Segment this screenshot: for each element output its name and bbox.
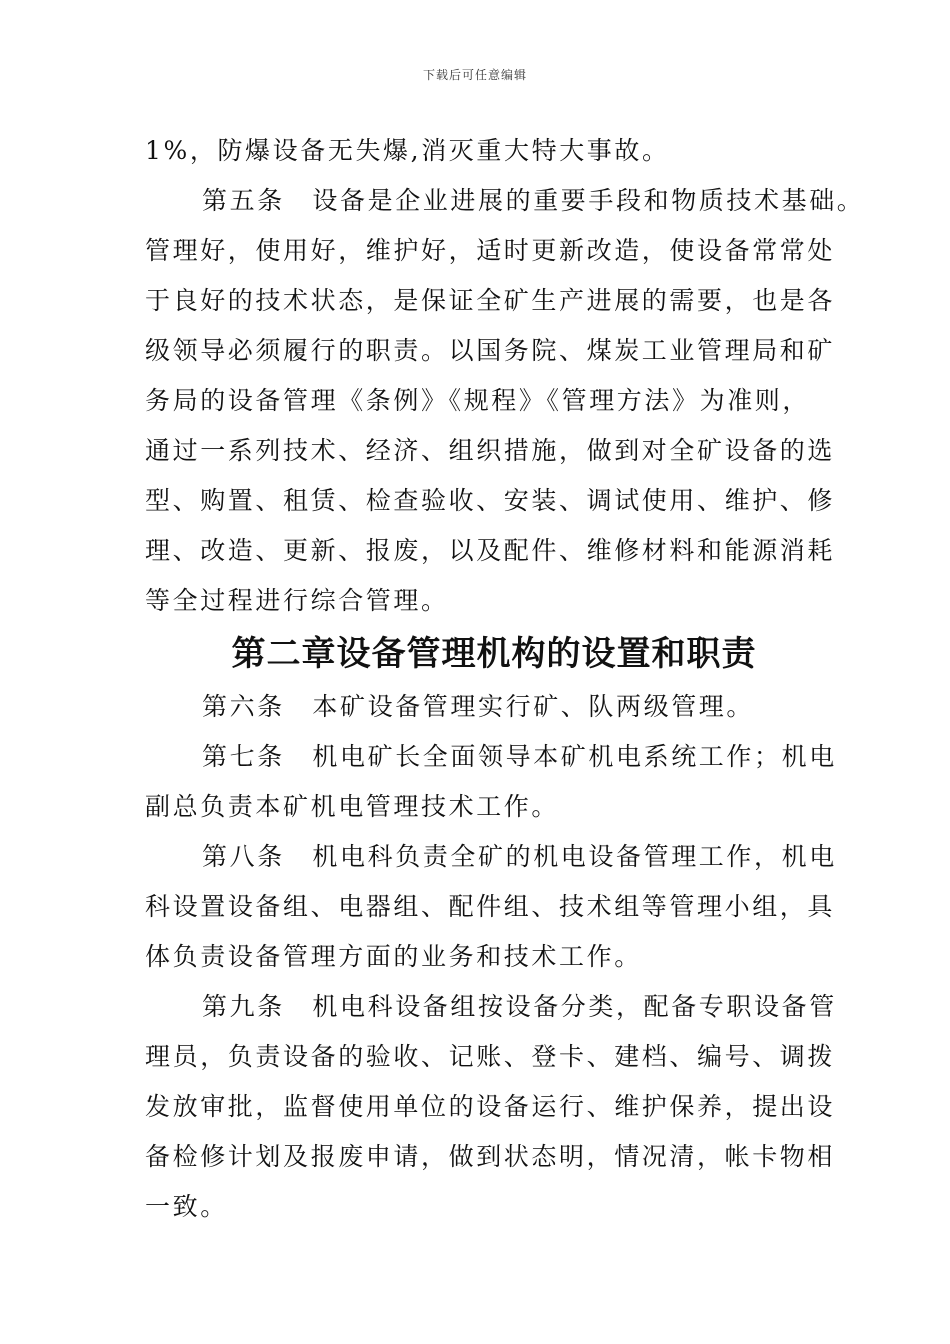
document-body bbox=[145, 126, 865, 1232]
paragraph-line: 一致。 bbox=[145, 1192, 228, 1221]
paragraph-line: 第八条 机电科负责全矿的机电设备管理工作，机电 bbox=[202, 842, 837, 871]
paragraph-line: 理、改造、更新、报废，以及配件、维修材料和能源消耗 bbox=[145, 536, 836, 565]
paragraph-line: 科设置设备组、电器组、配件组、技术组等管理小组，具 bbox=[145, 892, 836, 921]
paragraph-line: 级领导必须履行的职责。以国务院、煤炭工业管理局和矿 bbox=[145, 336, 836, 365]
paragraph-line: 型、购置、租赁、检查验收、安装、调试使用、维护、修 bbox=[145, 486, 836, 515]
paragraph-line: 管理好，使用好，维护好，适时更新改造，使设备常常处 bbox=[145, 236, 836, 265]
chapter-title: 第二章设备管理机构的设置和职责 bbox=[231, 634, 757, 674]
paragraph-line: 务局的设备管理《条例》《规程》《管理方法》为准则， bbox=[145, 386, 811, 415]
paragraph-line: 第五条 设备是企业进展的重要手段和物质技术基础。 bbox=[202, 186, 865, 215]
paragraph-line: 发放审批，监督使用单位的设备运行、维护保养，提出设 bbox=[145, 1092, 836, 1121]
paragraph-line: 副总负责本矿机电管理技术工作。 bbox=[145, 792, 560, 821]
paragraph-line: 通过一系列技术、经济、组织措施，做到对全矿设备的选 bbox=[145, 436, 836, 465]
paragraph-line: 第七条 机电矿长全面领导本矿机电系统工作；机电 bbox=[202, 742, 837, 771]
paragraph-line: 于良好的技术状态，是保证全矿生产进展的需要，也是各 bbox=[145, 286, 836, 315]
paragraph-line: 理员，负责设备的验收、记账、登卡、建档、编号、调拨 bbox=[145, 1042, 836, 1071]
paragraph-line: 体负责设备管理方面的业务和技术工作。 bbox=[145, 942, 642, 971]
paragraph-line: 1%，防爆设备无失爆,消灭重大特大事故。 bbox=[145, 136, 670, 165]
paragraph-line: 备检修计划及报废申请，做到状态明，情况清，帐卡物相 bbox=[145, 1142, 836, 1171]
page-header: 下载后可任意编辑 bbox=[422, 68, 527, 82]
paragraph-line: 等全过程进行综合管理。 bbox=[145, 586, 449, 615]
paragraph-line: 第六条 本矿设备管理实行矿、队两级管理。 bbox=[202, 692, 755, 721]
paragraph-line: 第九条 机电科设备组按设备分类，配备专职设备管 bbox=[202, 992, 837, 1021]
